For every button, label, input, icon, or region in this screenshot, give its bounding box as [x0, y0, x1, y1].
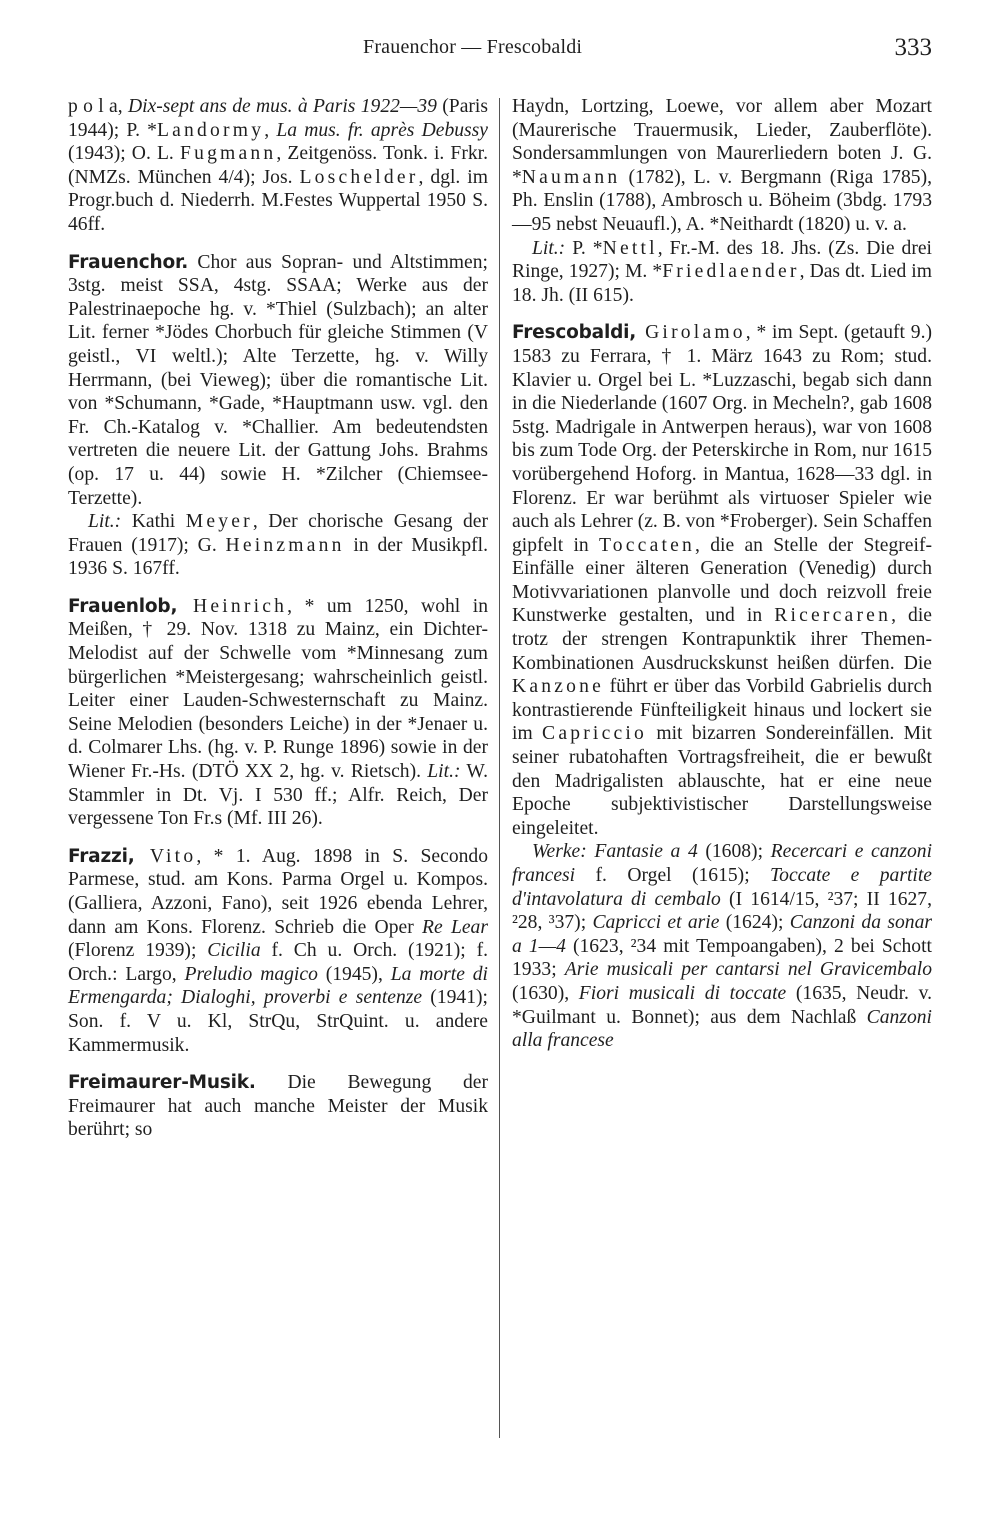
lemma-frauenchor: Frauenchor.: [68, 251, 189, 273]
literature-frauenchor: Lit.: Kathi Meyer, Der chorische Gesang der Frauen (1917); G. Heinzmann in der Musikpfl. 1936 S. 167ff.: [68, 511, 489, 580]
lemma-frescobaldi: Frescobaldi,: [512, 322, 637, 344]
right-column: [512, 95, 932, 1067]
entry-frauenlob: Frauenlob, Heinrich, * um 1250, wohl in Meißen, † 29. Nov. 1318 zu Mainz, ein Dichter-Melodist auf der Schwelle vom *Minnesang zum bürgerlichen *Meistergesang; wahrscheinlich geistl. Leiter einer Lauden-Schwesternschaft zu Mainz. Seine Melodien (besonders Leiche) in der *Jenaer u. d. Colmarer Lhs. (hg. v. P. Runge 1896) sowie in der Wiener Fr.-Hs. (DTÖ XX 2, hg. v. Rietsch). Lit.: W. Stammler in Dt. Vj. I 530 ff.; Alfr. Reich, Der vergessene Ton Fr.s (Mf. III 26).: [68, 595, 488, 830]
entry-pola-continuation: p o l a, Dix-sept ans de mus. à Paris 1922—39 (Paris 1944); P. *Landormy, La mus. fr. après Debussy (1943); O. L. Fugmann, Zeitgenöss. Tonk. i. Frkr. (NMZs. München 4/4); Jos. Loschelder, dgl. im Progr.buch d. Niederrh. M.Festes Wuppertal 1950 S. 46ff.: [68, 96, 489, 235]
running-title: Frauenchor — Frescobaldi: [363, 36, 583, 58]
lemma-frazzi: Frazzi,: [68, 845, 135, 867]
works-frescobaldi: Werke: Fantasie a 4 (1608); Recercari e canzoni francesi f. Orgel (1615); Toccate e partite d'intavolatura di cembalo (I 1614/15, ²37; II 1627, ²28, ³37); Capricci et arie (1624); Canzoni da sonar a 1—4 (1623, ²34 mit Tempoangaben), 2 bei Schott 1933; Arie musicali per cantarsi nel Gravicembalo (1630), Fiori musicali di toccate (1635, Neudr. v. *Guilmant u. Bonnet); aus dem Nachlaß Canzoni alla francese: [512, 841, 933, 1052]
entry-freimaurer-musik-continuation: Haydn, Lortzing, Loewe, vor allem aber Mozart (Maurerische Trauermusik, Lieder, Zauberflöte). Sondersammlungen von Maurerliedern boten J. G. *Naumann (1782), L. v. Bergmann (Riga 1785), Ph. Enslin (1788), Ambrosch u. Böheim (3bdg. 1793—95 nebst Neuaufl.), A. *Neithardt (1820) u. v. a. Lit.: P. *Nettl, Fr.-M. des 18. Jhs. (Zs. Die drei Ringe, 1927); M. *Friedlaender, Das dt. Lied im 18. Jh. (II 615).: [512, 96, 932, 306]
lemma-frauenlob: Frauenlob,: [68, 595, 178, 617]
entry-frazzi: Frazzi, Vito, * 1. Aug. 1898 in S. Secondo Parmese, stud. am Kons. Parma Orgel u. Kompos. (Galliera, Azzoni, Fano), seit 1926 ebenda Lehrer, dann am Kons. Florenz. Schrieb die Oper Re Lear (Florenz 1939); Cicilia f. Ch u. Orch. (1921); f. Orch.: Largo, Preludio magico (1945), La morte di Ermengarda; Dialoghi, proverbi e sentenze (1941); Son. f. V u. Kl, StrQu, StrQuint. u. andere Kammermusik.: [68, 845, 489, 1056]
entry-freimaurer-musik: Freimaurer-Musik. Die Bewegung der Freimaurer hat auch manche Meister der Musik berührt; so: [68, 1072, 488, 1141]
page-header: [0, 36, 1000, 66]
column-divider: [499, 98, 500, 1438]
lemma-freimaurer-musik: Freimaurer-Musik.: [68, 1072, 256, 1094]
literature-freimaurer-musik: Lit.: P. *Nettl, Fr.-M. des 18. Jhs. (Zs. Die drei Ringe, 1927); M. *Friedlaender, Das dt. Lied im 18. Jh. (II 615).: [512, 237, 932, 306]
left-column: [68, 95, 488, 1156]
entry-frescobaldi: Frescobaldi, Girolamo, * im Sept. (getauft 9.) 1583 zu Ferrara, † 1. März 1643 zu Rom; stud. Klavier u. Orgel bei L. *Luzzaschi, begab sich dann in die Niederlande (1607 Org. in Mecheln?, gab 1608 5stg. Madrigale in Antwerpen heraus), war von 1608 bis zum Tode Org. der Peterskirche in Rom, nur 1615 vorübergehend Hoforg. in Mantua, 1628—33 dgl. in Florenz. Er war berühmt als virtuoser Spieler wie auch als Lehrer (z. B. von *Froberger). Sein Schaffen gipfelt in Toccaten, die an Stelle der Stegreif-Einfälle einer älteren Generation (Venedig) durch Motivvariationen planvolle und doch reizvoll freie Kunstwerke gestalten, und in Ricercaren, die trotz der strengen Kontrapunktik ihrer Themen-Kombinationen Ausdruckskunst heißen dürfen. Die Kanzone führt er über das Vorbild Gabrielis durch kontrastierende Fünfteiligkeit hinaus und lockert sie im Capriccio mit bizarren Sondereinfällen. Mit seiner rubatohaften Vortragsfreiheit, die er bewußt den Madrigalisten ablauschte, hat er eine neue Epoche subjektivistischer Darstellungsweise eingeleitet. Werke: Fantasie a 4 (1608); Recercari e canzoni francesi f. Orgel (1615); Toccate e partite d'intavolatura di cembalo (I 1614/15, ²37; II 1627, ²28, ³37); Capricci et arie (1624); Canzoni da sonar a 1—4 (1623, ²34 mit Tempoangaben), 2 bei Schott 1933; Arie musicali per cantarsi nel Gravicembalo (1630), Fiori musicali di toccate (1635, Neudr. v. *Guilmant u. Bonnet); aus dem Nachlaß Canzoni alla francese: [512, 322, 933, 1052]
page-number: 333: [894, 34, 932, 61]
entry-frauenchor: Frauenchor. Chor aus Sopran- und Altstimmen; 3stg. meist SSA, 4stg. SSAA; Werke aus der Palestrinaepoche hg. v. *Thiel (Sulzbach); an alter Lit. ferner *Jödes Chorbuch für gleiche Stimmen (V geistl., VI weltl.); Alte Terzette, hg. v. Willy Herrmann, (bei Vieweg); über die romantische Lit. von *Schumann, *Gade, *Hauptmann usw. vgl. den Fr. Ch.-Katalog v. *Challier. Am bedeutendsten vertreten die neuere Lit. der Gattung Johs. Brahms (op. 17 u. 44) sowie H. *Zilcher (Chiemsee-Terzette). Lit.: Kathi Meyer, Der chorische Gesang der Frauen (1917); G. Heinzmann in der Musikpfl. 1936 S. 167ff.: [68, 251, 489, 580]
